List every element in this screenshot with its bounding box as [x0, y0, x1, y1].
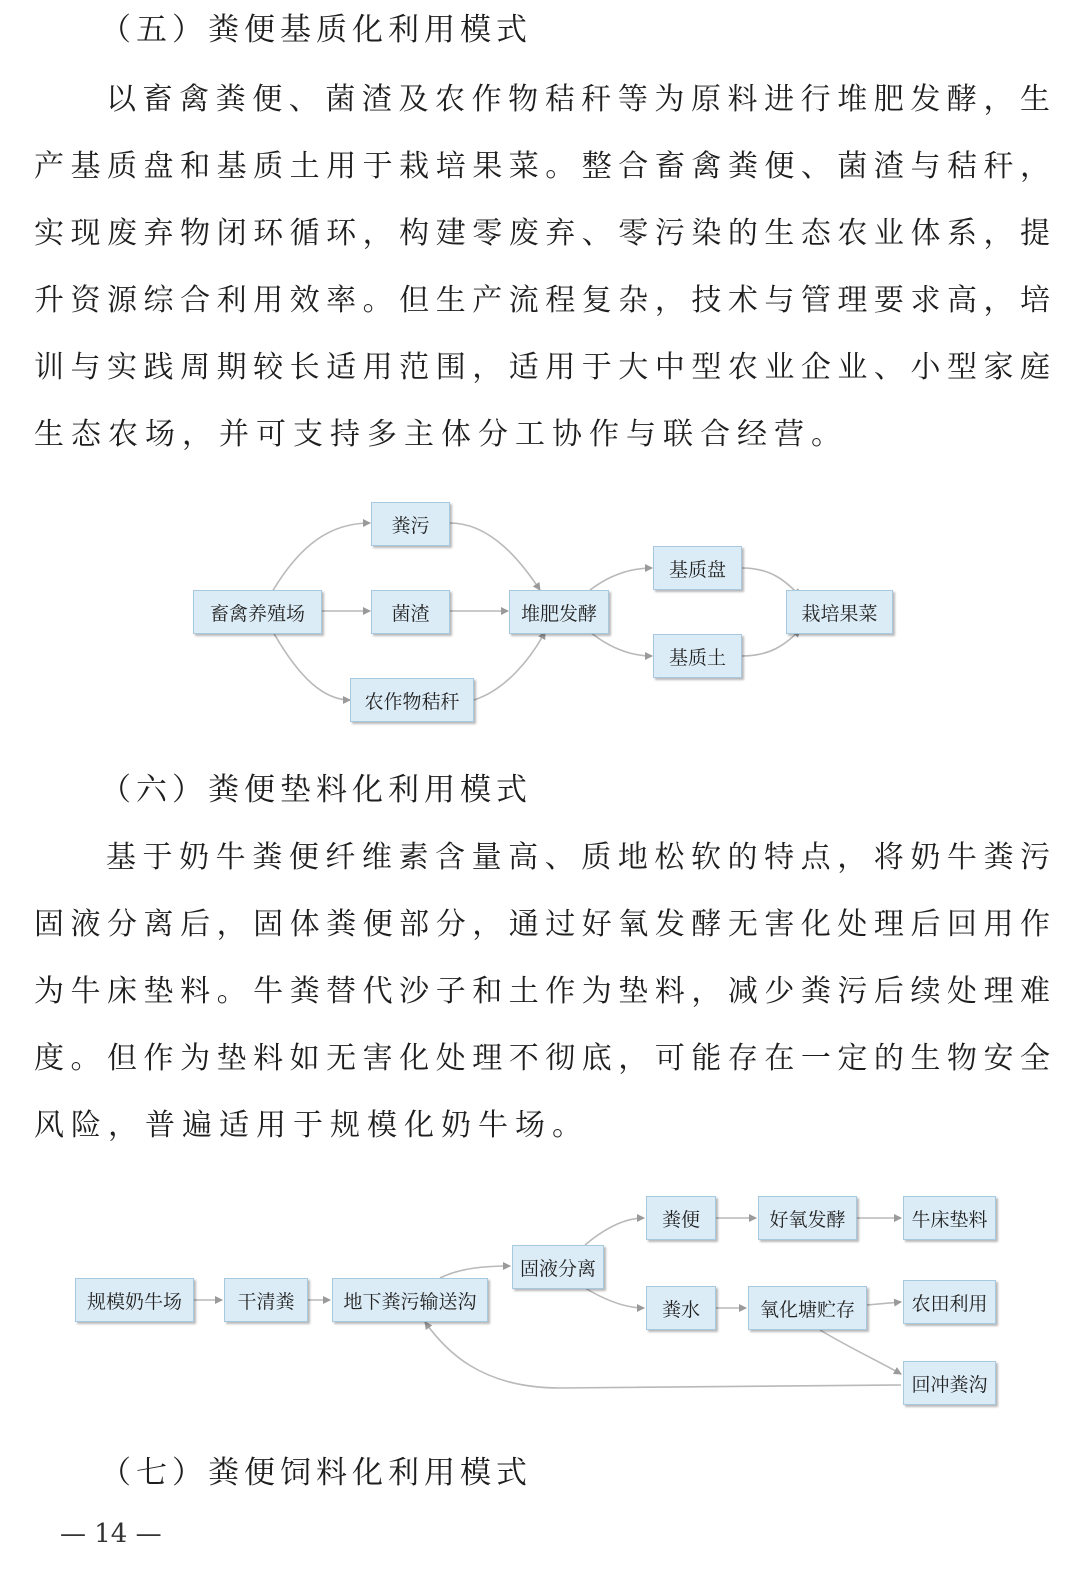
- node-compost: 堆肥发酵: [509, 590, 609, 634]
- paragraph-line: 为牛床垫料。牛粪替代沙子和土作为垫料，减少粪污后续处理难: [34, 974, 1050, 1009]
- arrow-separation-liquid: [585, 1288, 644, 1308]
- paragraph-line: 以畜禽粪便、菌渣及农作物秸秆等为原料进行堆肥发酵，生: [106, 82, 1050, 117]
- node-field-use: 农田利用: [903, 1280, 996, 1324]
- node-cow-bedding: 牛床垫料: [903, 1196, 996, 1240]
- node-flush-back: 回冲粪沟: [903, 1361, 996, 1405]
- node-crop-straw: 农作物秸秆: [350, 678, 474, 722]
- node-solid-liquid-separation: 固液分离: [512, 1245, 604, 1289]
- paragraph-line: 训与实践周期较长适用范围，适用于大中型农业企业、小型家庭: [34, 350, 1050, 385]
- node-substrate-soil: 基质土: [653, 634, 742, 678]
- node-livestock-farm: 畜禽养殖场: [193, 590, 322, 634]
- section-heading-6: （六）粪便垫料化利用模式: [100, 772, 532, 808]
- paragraph-line: 实现废弃物闭环循环，构建零废弃、零污染的生态农业体系，提: [34, 216, 1050, 251]
- paragraph-line: 生态农场，并可支持多主体分工协作与联合经营。: [34, 417, 848, 452]
- section-heading-5: （五）粪便基质化利用模式: [100, 12, 532, 48]
- arrow-pond-field: [867, 1302, 901, 1305]
- arrow-flush-channel: [425, 1322, 901, 1388]
- node-substrate-tray: 基质盘: [653, 546, 742, 590]
- arrow-channel-separation: [440, 1266, 510, 1278]
- node-fungus-residue: 菌渣: [371, 590, 450, 634]
- node-oxidation-pond: 氧化塘贮存: [748, 1286, 867, 1330]
- node-aerobic-fermentation: 好氧发酵: [758, 1196, 857, 1240]
- node-manure: 粪污: [371, 502, 450, 546]
- paragraph-line: 升资源综合利用效率。但生产流程复杂，技术与管理要求高，培: [34, 283, 1050, 318]
- node-solid-manure: 粪便: [646, 1196, 716, 1240]
- arrow-pond-flush: [820, 1330, 901, 1374]
- node-dairy-farm: 规模奶牛场: [75, 1278, 194, 1322]
- node-underground-channel: 地下粪污输送沟: [332, 1278, 488, 1322]
- node-cultivate-vegetables: 栽培果菜: [786, 590, 893, 634]
- node-dry-clean: 干清粪: [224, 1278, 308, 1322]
- node-liquid-manure: 粪水: [646, 1286, 716, 1330]
- paragraph-line: 产基质盘和基质土用于栽培果菜。整合畜禽粪便、菌渣与秸秆，: [34, 149, 1050, 184]
- paragraph-line: 固液分离后，固体粪便部分，通过好氧发酵无害化处理后回用作: [34, 907, 1050, 942]
- paragraph-line: 基于奶牛粪便纤维素含量高、质地松软的特点，将奶牛粪污: [106, 840, 1050, 875]
- section-heading-7: （七）粪便饲料化利用模式: [100, 1455, 532, 1491]
- arrow-separation-solid: [585, 1218, 644, 1245]
- page-number: — 14 —: [60, 1519, 162, 1549]
- paragraph-line: 度。但作为垫料如无害化处理不彻底，可能存在一定的生物安全: [34, 1041, 1050, 1076]
- paragraph-line: 风险，普遍适用于规模化奶牛场。: [34, 1108, 589, 1143]
